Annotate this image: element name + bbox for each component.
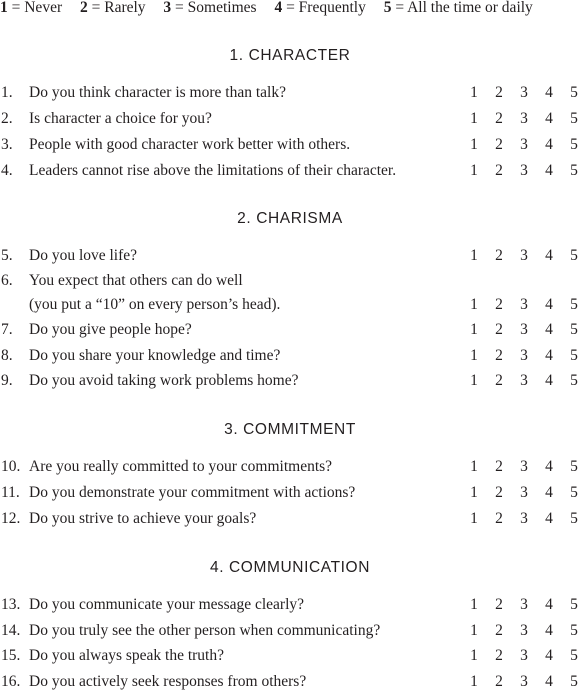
question-text: Do you give people hope? <box>29 321 192 338</box>
question-number: 4. <box>1 162 13 179</box>
rating-option-4[interactable]: 4 <box>545 510 553 527</box>
rating-option-4[interactable]: 4 <box>545 247 553 264</box>
rating-option-1[interactable]: 1 <box>470 321 478 338</box>
question-row <box>0 134 580 156</box>
question-text: Do you always speak the truth? <box>29 647 224 664</box>
question-number: 14. <box>1 622 21 639</box>
question-text: Do you think character is more than talk? <box>29 84 286 101</box>
rating-scale <box>462 245 580 267</box>
rating-option-5[interactable]: 5 <box>570 347 578 364</box>
rating-option-2[interactable]: 2 <box>495 136 503 153</box>
rating-option-5[interactable]: 5 <box>570 510 578 527</box>
question-row <box>0 345 580 367</box>
question-text: Do you share your knowledge and time? <box>29 347 281 364</box>
rating-scale <box>462 508 580 530</box>
rating-option-4[interactable]: 4 <box>545 458 553 475</box>
question-text: Do you avoid taking work problems home? <box>29 372 299 389</box>
question-number: 16. <box>1 673 21 690</box>
legend-item-rarely: 2 = Rarely <box>79 0 146 16</box>
rating-option-5[interactable]: 5 <box>570 647 578 664</box>
rating-option-4[interactable]: 4 <box>545 484 553 501</box>
rating-legend <box>0 0 580 19</box>
rating-option-5[interactable]: 5 <box>570 596 578 613</box>
question-number: 7. <box>1 321 13 338</box>
rating-option-2[interactable]: 2 <box>495 673 503 690</box>
rating-scale <box>462 134 580 156</box>
rating-option-1[interactable]: 1 <box>470 596 478 613</box>
rating-option-5[interactable]: 5 <box>570 296 578 313</box>
rating-option-4[interactable]: 4 <box>545 136 553 153</box>
rating-scale <box>462 82 580 104</box>
rating-option-1[interactable]: 1 <box>470 484 478 501</box>
rating-option-5[interactable]: 5 <box>570 247 578 264</box>
question-row <box>0 456 580 478</box>
rating-option-1[interactable]: 1 <box>470 673 478 690</box>
rating-option-5[interactable]: 5 <box>570 622 578 639</box>
rating-option-5[interactable]: 5 <box>570 84 578 101</box>
rating-option-1[interactable]: 1 <box>470 247 478 264</box>
rating-option-2[interactable]: 2 <box>495 458 503 475</box>
question-row <box>0 620 580 642</box>
question-row <box>0 270 580 313</box>
rating-option-2[interactable]: 2 <box>495 510 503 527</box>
rating-option-4[interactable]: 4 <box>545 372 553 389</box>
rating-option-2[interactable]: 2 <box>495 110 503 127</box>
rating-scale <box>462 645 580 667</box>
legend-item-frequently: 4 = Frequently <box>274 0 366 16</box>
question-row <box>0 245 580 267</box>
question-number: 8. <box>1 347 13 364</box>
rating-option-3[interactable]: 3 <box>520 647 528 664</box>
rating-option-3[interactable]: 3 <box>520 136 528 153</box>
rating-scale <box>462 108 580 130</box>
rating-option-3[interactable]: 3 <box>520 321 528 338</box>
rating-option-4[interactable]: 4 <box>545 84 553 101</box>
rating-option-3[interactable]: 3 <box>520 673 528 690</box>
question-text: Do you truly see the other person when communicating? <box>29 622 381 639</box>
question-number: 15. <box>1 647 21 664</box>
rating-option-1[interactable]: 1 <box>470 110 478 127</box>
rating-option-5[interactable]: 5 <box>570 372 578 389</box>
legend-item-never: 1 = Never <box>0 0 63 16</box>
rating-option-3[interactable]: 3 <box>520 596 528 613</box>
rating-scale <box>462 594 580 616</box>
rating-option-3[interactable]: 3 <box>520 458 528 475</box>
rating-option-2[interactable]: 2 <box>495 321 503 338</box>
question-number: 1. <box>1 84 13 101</box>
rating-option-4[interactable]: 4 <box>545 596 553 613</box>
question-row <box>0 160 580 182</box>
section-title-character: 1. CHARACTER <box>229 47 351 64</box>
rating-option-4[interactable]: 4 <box>545 673 553 690</box>
question-row <box>0 508 580 530</box>
question-number: 9. <box>1 372 13 389</box>
rating-option-2[interactable]: 2 <box>495 347 503 364</box>
rating-scale <box>462 671 580 693</box>
rating-option-3[interactable]: 3 <box>520 622 528 639</box>
rating-option-2[interactable]: 2 <box>495 247 503 264</box>
question-row <box>0 108 580 130</box>
question-number: 5. <box>1 247 13 264</box>
rating-option-4[interactable]: 4 <box>545 622 553 639</box>
section-title-charisma: 2. CHARISMA <box>237 210 343 227</box>
rating-option-1[interactable]: 1 <box>470 510 478 527</box>
rating-option-4[interactable]: 4 <box>545 162 553 179</box>
question-row <box>0 645 580 667</box>
rating-scale <box>462 456 580 478</box>
rating-option-5[interactable]: 5 <box>570 136 578 153</box>
rating-option-1[interactable]: 1 <box>470 136 478 153</box>
question-text: Do you actively seek responses from others? <box>29 673 307 690</box>
rating-option-4[interactable]: 4 <box>545 347 553 364</box>
question-row <box>0 370 580 392</box>
question-text-line: You expect that others can do well <box>29 272 243 289</box>
rating-option-1[interactable]: 1 <box>470 622 478 639</box>
rating-option-5[interactable]: 5 <box>570 458 578 475</box>
question-text: Leaders cannot rise above the limitations of their character. <box>29 162 397 179</box>
question-row <box>0 319 580 341</box>
question-text: People with good character work better with others. <box>29 136 351 153</box>
rating-scale <box>462 370 580 392</box>
rating-scale <box>462 345 580 367</box>
rating-option-4[interactable]: 4 <box>545 321 553 338</box>
question-text: Do you communicate your message clearly? <box>29 596 305 613</box>
question-text: Do you strive to achieve your goals? <box>29 510 257 527</box>
question-text: Is character a choice for you? <box>29 110 212 127</box>
rating-option-3[interactable]: 3 <box>520 510 528 527</box>
question-number: 13. <box>1 596 21 613</box>
question-row <box>0 671 580 693</box>
rating-scale <box>462 294 580 316</box>
rating-option-3[interactable]: 3 <box>520 247 528 264</box>
legend-item-daily: 5 = All the time or daily <box>383 0 533 16</box>
rating-option-2[interactable]: 2 <box>495 622 503 639</box>
legend-item-sometimes: 3 = Sometimes <box>163 0 257 16</box>
question-text <box>29 270 280 318</box>
rating-option-5[interactable]: 5 <box>570 673 578 690</box>
rating-scale <box>462 319 580 341</box>
rating-option-3[interactable]: 3 <box>520 296 528 313</box>
rating-option-5[interactable]: 5 <box>570 321 578 338</box>
rating-option-3[interactable]: 3 <box>520 110 528 127</box>
question-number: 10. <box>1 458 21 475</box>
question-number: 12. <box>1 510 21 527</box>
rating-option-1[interactable]: 1 <box>470 162 478 179</box>
question-number: 2. <box>1 110 13 127</box>
rating-option-1[interactable]: 1 <box>470 347 478 364</box>
rating-option-3[interactable]: 3 <box>520 372 528 389</box>
section-title-communication: 4. COMMUNICATION <box>209 559 370 576</box>
rating-option-3[interactable]: 3 <box>520 162 528 179</box>
rating-option-5[interactable]: 5 <box>570 110 578 127</box>
question-row <box>0 82 580 104</box>
rating-option-2[interactable]: 2 <box>495 372 503 389</box>
rating-option-5[interactable]: 5 <box>570 484 578 501</box>
rating-option-3[interactable]: 3 <box>520 84 528 101</box>
rating-option-2[interactable]: 2 <box>495 484 503 501</box>
question-text-line: (you put a “10” on every person’s head). <box>29 296 281 313</box>
rating-option-5[interactable]: 5 <box>570 162 578 179</box>
rating-option-4[interactable]: 4 <box>545 110 553 127</box>
rating-option-2[interactable]: 2 <box>495 162 503 179</box>
rating-option-1[interactable]: 1 <box>470 296 478 313</box>
question-number: 6. <box>1 272 13 289</box>
section-title-commitment: 3. COMMITMENT <box>224 421 356 438</box>
rating-scale <box>462 160 580 182</box>
rating-scale <box>462 482 580 504</box>
question-text: Are you really committed to your commitments? <box>29 458 333 475</box>
rating-option-1[interactable]: 1 <box>470 84 478 101</box>
rating-option-2[interactable]: 2 <box>495 296 503 313</box>
rating-option-2[interactable]: 2 <box>495 596 503 613</box>
rating-option-3[interactable]: 3 <box>520 347 528 364</box>
rating-option-2[interactable]: 2 <box>495 647 503 664</box>
rating-option-1[interactable]: 1 <box>470 647 478 664</box>
question-number: 3. <box>1 136 13 153</box>
question-text: Do you love life? <box>29 247 138 264</box>
question-text: Do you demonstrate your commitment with actions? <box>29 484 356 501</box>
rating-option-2[interactable]: 2 <box>495 84 503 101</box>
rating-option-1[interactable]: 1 <box>470 372 478 389</box>
question-number: 11. <box>1 484 20 501</box>
rating-scale <box>462 620 580 642</box>
rating-option-4[interactable]: 4 <box>545 296 553 313</box>
rating-option-3[interactable]: 3 <box>520 484 528 501</box>
rating-option-4[interactable]: 4 <box>545 647 553 664</box>
question-row <box>0 482 580 504</box>
rating-option-1[interactable]: 1 <box>470 458 478 475</box>
question-row <box>0 594 580 616</box>
